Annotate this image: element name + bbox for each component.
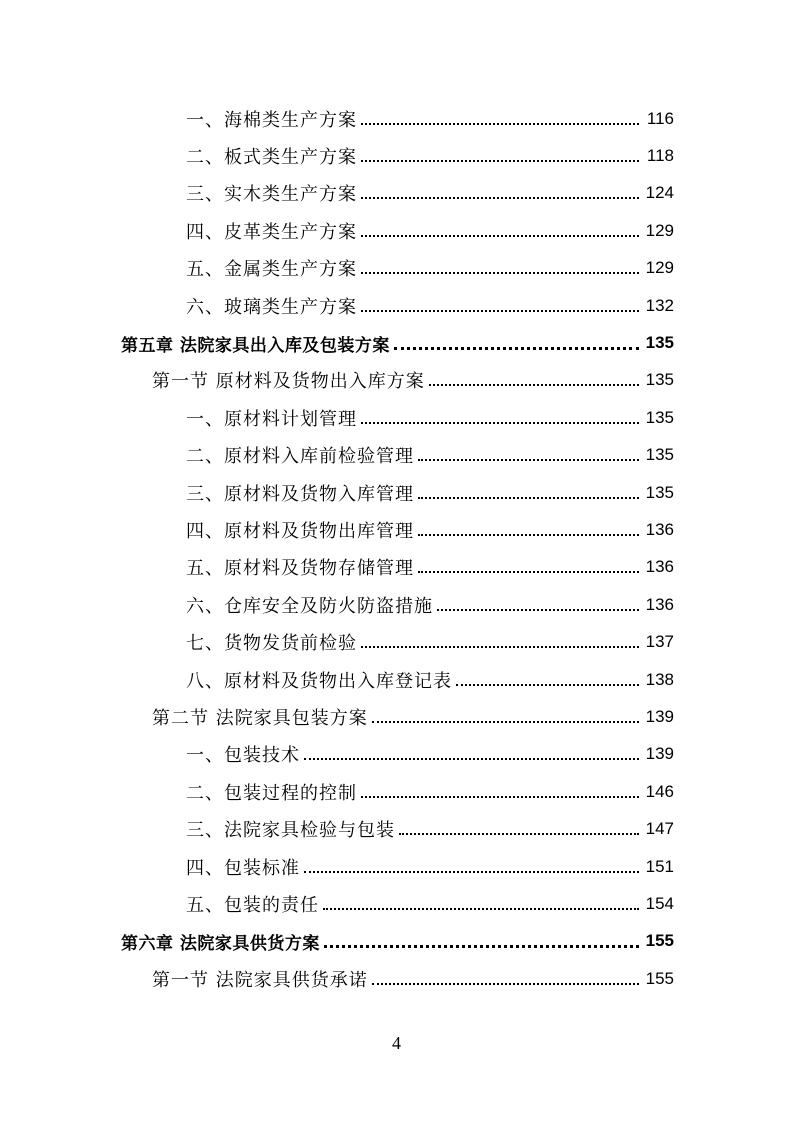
toc-entry-page-number: 135 bbox=[645, 407, 674, 427]
toc-entry-label: 四、原材料及货物出库管理 bbox=[186, 520, 414, 542]
toc-entry-page-number: 155 bbox=[645, 931, 674, 951]
dot-leader bbox=[361, 235, 639, 237]
toc-entry-label: 第一节 法院家具供货承诺 bbox=[152, 969, 368, 991]
page-number: 4 bbox=[392, 1033, 401, 1053]
toc-entry-label: 三、实木类生产方案 bbox=[186, 184, 357, 206]
toc-item-entry[interactable] bbox=[0, 623, 793, 660]
toc-entry-page-number: 135 bbox=[645, 445, 674, 465]
toc-entry-page-number: 132 bbox=[645, 295, 674, 315]
toc-entry-label: 二、原材料入库前检验管理 bbox=[186, 446, 414, 468]
dot-leader bbox=[304, 758, 639, 760]
toc-entry-label: 二、板式类生产方案 bbox=[186, 147, 357, 169]
dot-leader bbox=[304, 871, 639, 873]
dot-leader bbox=[372, 983, 639, 985]
dot-leader bbox=[361, 646, 639, 648]
dot-leader bbox=[418, 534, 639, 536]
toc-entry-page-number: 136 bbox=[645, 519, 674, 539]
toc-entry-page-number: 146 bbox=[645, 781, 674, 801]
toc-item-entry[interactable] bbox=[0, 437, 793, 474]
toc-section-entry[interactable] bbox=[0, 960, 793, 997]
dot-leader bbox=[437, 609, 639, 611]
dot-leader bbox=[418, 459, 639, 461]
toc-item-entry[interactable] bbox=[0, 175, 793, 212]
toc-entry-label: 四、包装标准 bbox=[186, 857, 300, 879]
toc-item-entry[interactable] bbox=[0, 885, 793, 922]
toc-entry-label: 第五章 法院家具出入库及包装方案 bbox=[121, 335, 390, 356]
toc-entry-label: 五、包装的责任 bbox=[186, 894, 319, 916]
toc-entry-label: 第六章 法院家具供货方案 bbox=[121, 933, 320, 954]
toc-entry-label: 五、金属类生产方案 bbox=[186, 259, 357, 281]
toc-entry-label: 二、包装过程的控制 bbox=[186, 782, 357, 804]
dot-leader bbox=[418, 571, 639, 573]
dot-leader bbox=[361, 123, 639, 125]
toc-item-entry[interactable] bbox=[0, 100, 793, 137]
toc-entry-label: 第二节 法院家具包装方案 bbox=[152, 707, 368, 729]
toc-entry-label: 一、包装技术 bbox=[186, 745, 300, 767]
dot-leader bbox=[456, 684, 639, 686]
toc-entry-page-number: 116 bbox=[646, 108, 674, 128]
toc-chapter-entry[interactable] bbox=[0, 324, 793, 361]
toc-entry-page-number: 135 bbox=[645, 370, 674, 390]
toc-entry-label: 第一节 原材料及货物出入库方案 bbox=[152, 371, 425, 393]
dot-leader bbox=[394, 347, 639, 350]
dot-leader bbox=[361, 160, 639, 162]
toc-entry-page-number: 137 bbox=[645, 632, 674, 652]
toc-item-entry[interactable] bbox=[0, 848, 793, 885]
toc-entry-page-number: 136 bbox=[645, 557, 674, 577]
toc-entry-page-number: 139 bbox=[645, 744, 674, 764]
dot-leader bbox=[361, 272, 639, 274]
toc-entry-page-number: 129 bbox=[645, 220, 674, 240]
toc-entry-label: 八、原材料及货物出入库登记表 bbox=[186, 670, 452, 692]
toc-item-entry[interactable] bbox=[0, 474, 793, 511]
toc-section-entry[interactable] bbox=[0, 362, 793, 399]
toc-item-entry[interactable] bbox=[0, 773, 793, 810]
toc-item-entry[interactable] bbox=[0, 511, 793, 548]
toc-entry-page-number: 129 bbox=[645, 258, 674, 278]
toc-entry-label: 一、原材料计划管理 bbox=[186, 408, 357, 430]
toc-entry-page-number: 118 bbox=[646, 146, 674, 166]
toc-entry-page-number: 135 bbox=[645, 333, 674, 353]
toc-entry-label: 三、法院家具检验与包装 bbox=[186, 820, 395, 842]
toc-entry-label: 四、皮革类生产方案 bbox=[186, 221, 357, 243]
toc-entry-label: 七、货物发货前检验 bbox=[186, 633, 357, 655]
toc-entry-page-number: 139 bbox=[645, 706, 674, 726]
toc-entry-page-number: 155 bbox=[645, 968, 674, 988]
toc-section-entry[interactable] bbox=[0, 698, 793, 735]
toc-item-entry[interactable] bbox=[0, 736, 793, 773]
toc-entry-label: 六、仓库安全及防火防盗措施 bbox=[186, 595, 433, 617]
toc-entry-page-number: 147 bbox=[645, 819, 674, 839]
toc-entry-label: 三、原材料及货物入库管理 bbox=[186, 483, 414, 505]
toc-item-entry[interactable] bbox=[0, 399, 793, 436]
toc-entry-label: 五、原材料及货物存储管理 bbox=[186, 558, 414, 580]
toc-entry-label: 一、海棉类生产方案 bbox=[186, 109, 357, 131]
toc-item-entry[interactable] bbox=[0, 810, 793, 847]
toc-item-entry[interactable] bbox=[0, 287, 793, 324]
dot-leader bbox=[361, 197, 639, 199]
toc-item-entry[interactable] bbox=[0, 212, 793, 249]
dot-leader bbox=[361, 310, 639, 312]
toc-entry-page-number: 154 bbox=[645, 893, 674, 913]
toc-item-entry[interactable] bbox=[0, 250, 793, 287]
dot-leader bbox=[323, 908, 639, 910]
dot-leader bbox=[399, 833, 639, 835]
toc-entry-page-number: 135 bbox=[645, 482, 674, 502]
toc-entry-page-number: 151 bbox=[645, 856, 674, 876]
dot-leader bbox=[361, 796, 639, 798]
dot-leader bbox=[372, 721, 639, 723]
toc-item-entry[interactable] bbox=[0, 586, 793, 623]
toc-entry-label: 六、玻璃类生产方案 bbox=[186, 296, 357, 318]
toc-entry-page-number: 138 bbox=[645, 669, 674, 689]
toc-entry-page-number: 124 bbox=[645, 183, 674, 203]
dot-leader bbox=[361, 422, 639, 424]
toc-item-entry[interactable] bbox=[0, 549, 793, 586]
dot-leader bbox=[429, 384, 639, 386]
dot-leader bbox=[324, 945, 639, 948]
table-of-contents bbox=[0, 100, 793, 997]
dot-leader bbox=[418, 497, 639, 499]
toc-item-entry[interactable] bbox=[0, 137, 793, 174]
toc-entry-page-number: 136 bbox=[645, 594, 674, 614]
toc-item-entry[interactable] bbox=[0, 661, 793, 698]
toc-chapter-entry[interactable] bbox=[0, 923, 793, 960]
